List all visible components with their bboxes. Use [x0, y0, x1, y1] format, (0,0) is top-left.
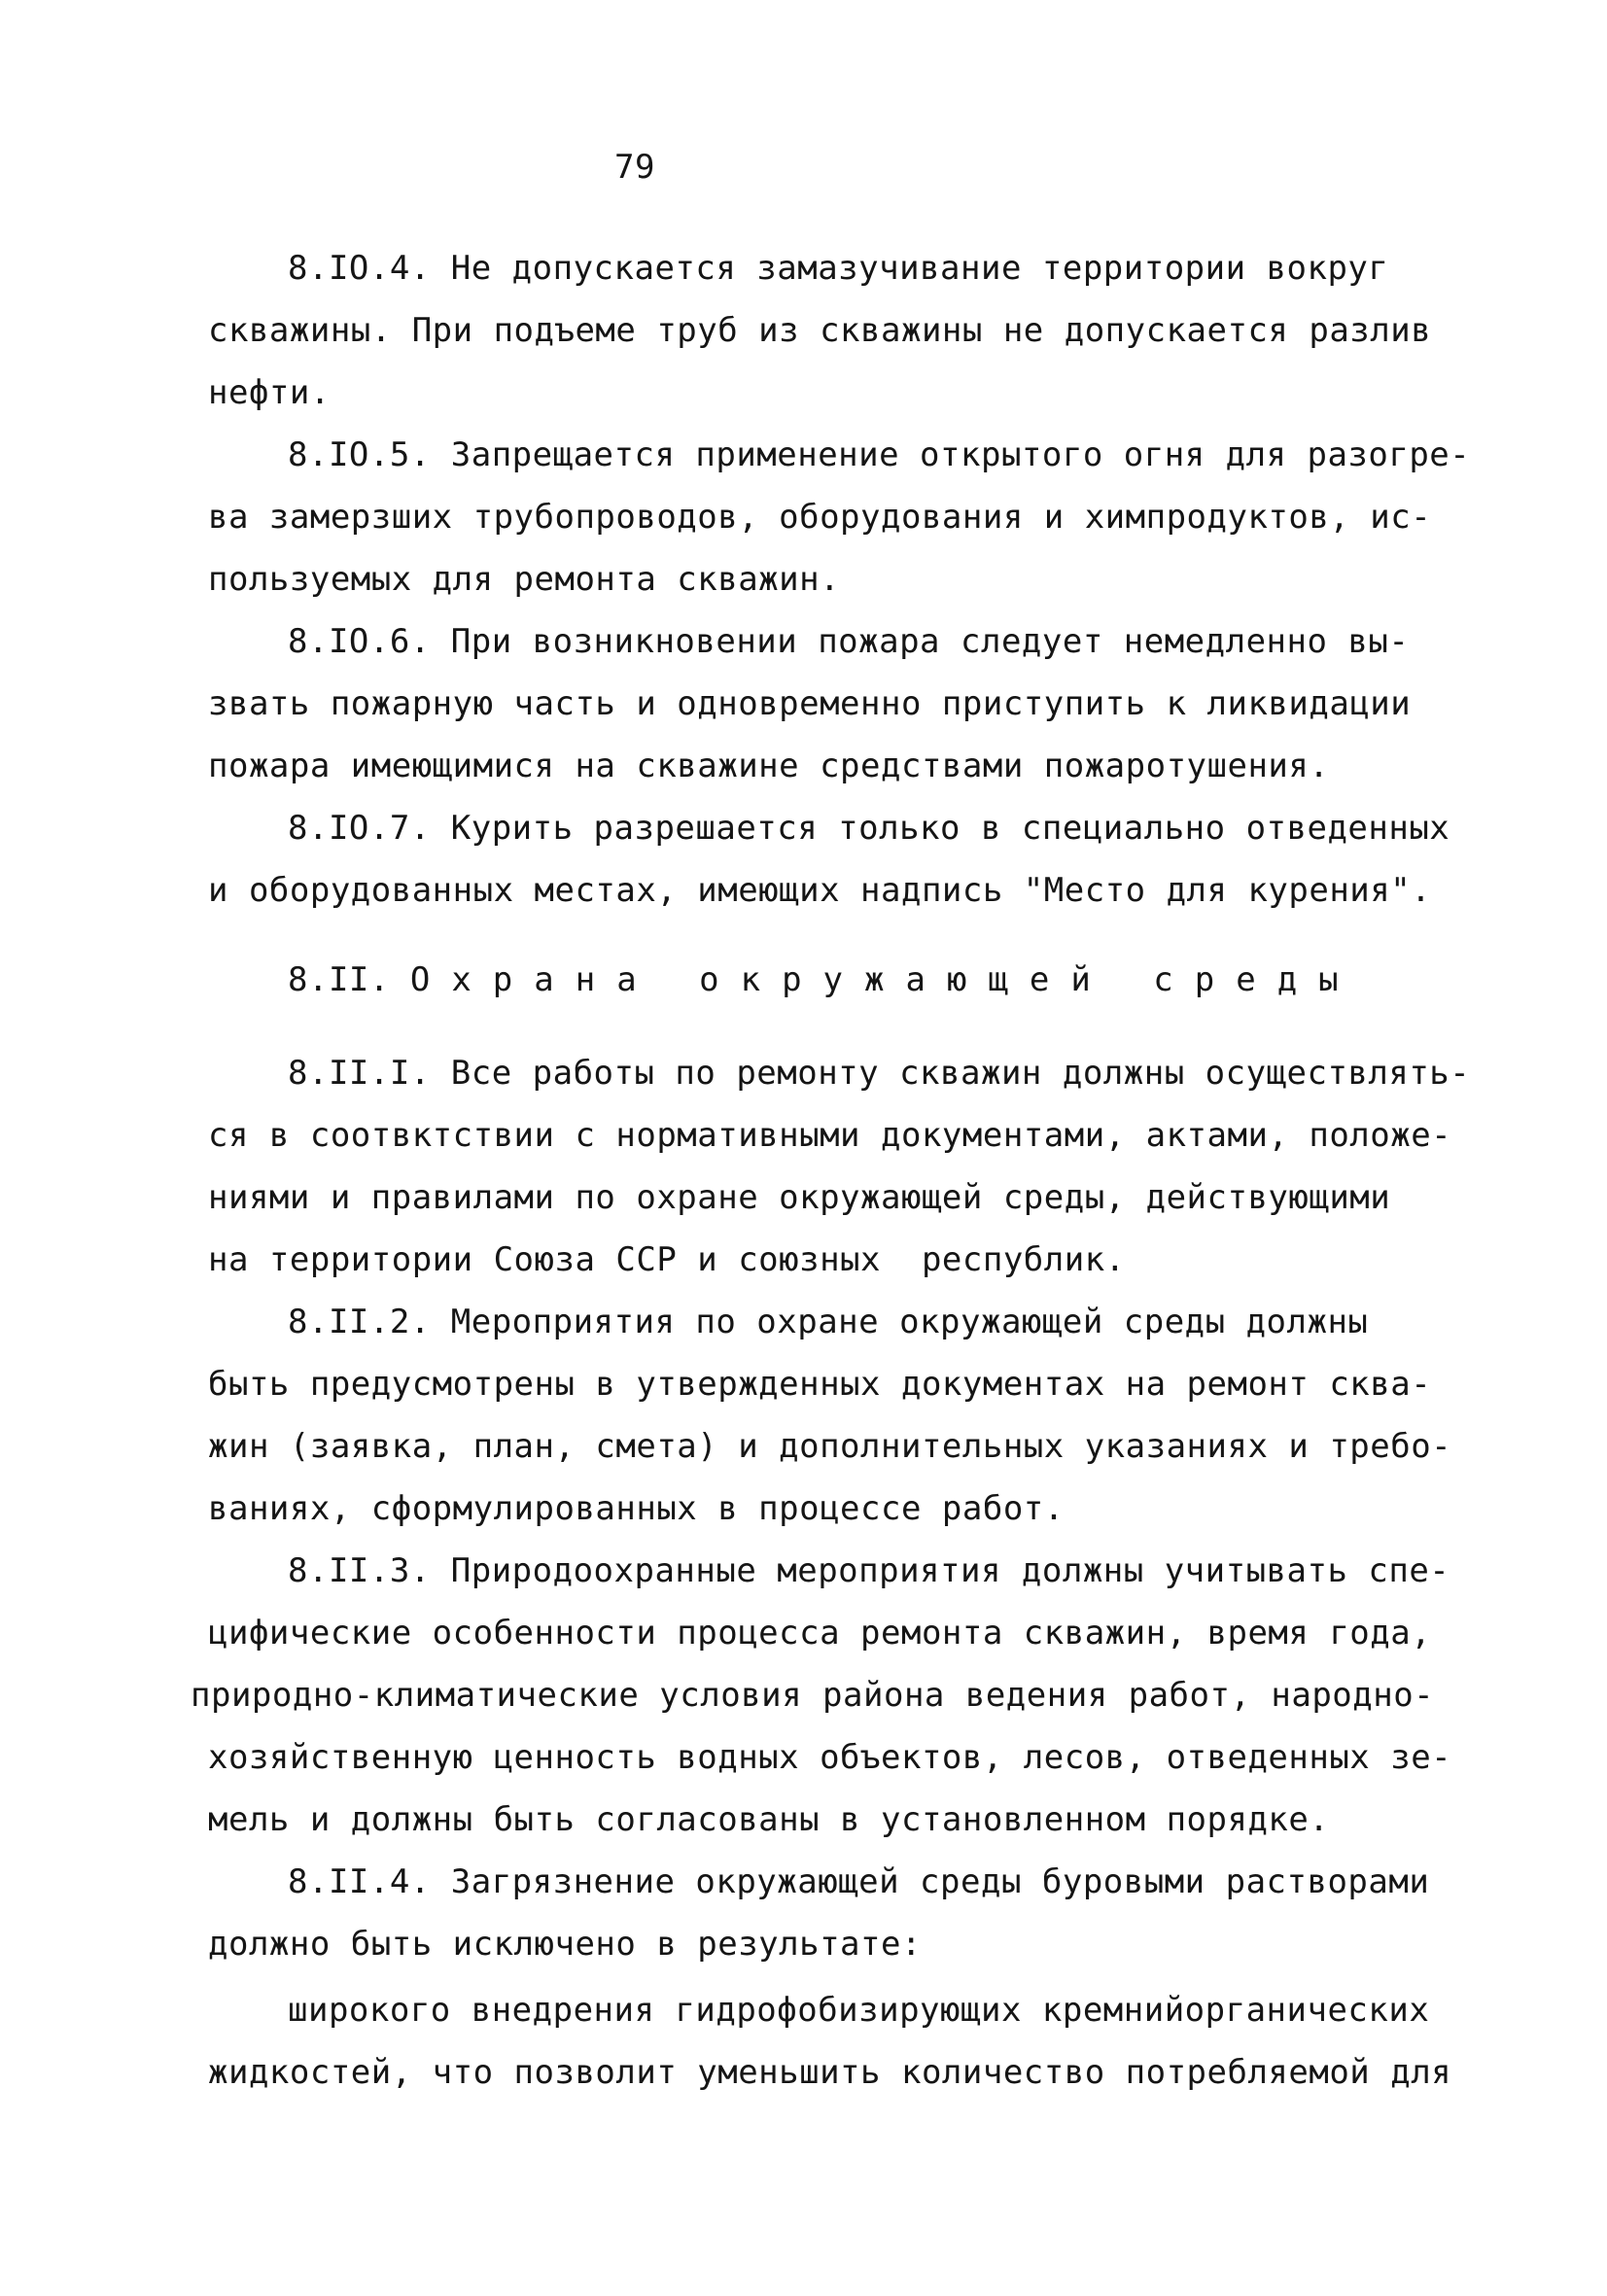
- paragraph-line: 8.IO.6. При возникновении пожара следует немедленно вы-: [288, 622, 1410, 661]
- paragraph-line: пользуемых для ремонта скважин.: [208, 560, 841, 599]
- paragraph-line: 8.II.3. Природоохранные мероприятия должны учитывать спе-: [288, 1551, 1450, 1590]
- paragraph-line: скважины. При подъеме труб из скважины не допускается разлив: [208, 311, 1432, 350]
- section-number: 8.II.: [288, 960, 390, 999]
- paragraph-line: 8.IO.5. Запрещается применение открытого огня для разогре-: [288, 435, 1471, 474]
- paragraph-line: звать пожарную часть и одновременно приступить к ликвидации: [208, 684, 1412, 723]
- section-heading: [288, 958, 1360, 1001]
- paragraph-line: на территории Союза ССР и союзных республик.: [208, 1240, 1126, 1279]
- paragraph-line: нефти.: [208, 373, 331, 412]
- paragraph-line: и оборудованных местах, имеющих надпись "Место для курения".: [208, 871, 1432, 910]
- paragraph-line: ва замерзших трубопроводов, оборудования и химпродуктов, ис-: [208, 498, 1432, 537]
- paragraph-line: ваниях, сформулированных в процессе работ.: [208, 1489, 1065, 1528]
- paragraph-line: 8.II.2. Мероприятия по охране окружающей среды должны: [288, 1303, 1369, 1341]
- paragraph-line: пожара имеющимися на скважине средствами пожаротушения.: [208, 747, 1330, 785]
- paragraph-line: мель и должны быть согласованы в установленном порядке.: [208, 1800, 1330, 1839]
- paragraph-line: ниями и правилами по охране окружающей среды, действующими: [208, 1178, 1391, 1217]
- paragraph-line: ся в соотвктствии с нормативными документами, актами, положе-: [208, 1116, 1452, 1155]
- paragraph-line: быть предусмотрены в утвержденных документах на ремонт сква-: [208, 1365, 1432, 1404]
- page-number: 79: [614, 148, 655, 187]
- paragraph-line: 8.II.4. Загрязнение окружающей среды буровыми растворами: [288, 1862, 1430, 1901]
- section-title: Охрана окружающей среды: [409, 960, 1360, 999]
- paragraph-line: 8.IO.4. Не допускается замазучивание территории вокруг: [288, 249, 1389, 288]
- paragraph-line: должно быть исключено в результате:: [208, 1925, 922, 1964]
- paragraph-line: природно-климатические условия района ведения работ, народно-: [191, 1676, 1435, 1715]
- paragraph-line: 8.II.I. Все работы по ремонту скважин должны осуществлять-: [288, 1054, 1471, 1093]
- paragraph-line: хозяйственную ценность водных объектов, лесов, отведенных зе-: [208, 1738, 1452, 1777]
- paragraph-line: жидкостей, что позволит уменьшить количество потребляемой для: [208, 2053, 1452, 2092]
- paragraph-line: жин (заявка, план, смета) и дополнительных указаниях и требо-: [208, 1427, 1452, 1466]
- paragraph-line: широкого внедрения гидрофобизирующих кремнийорганических: [288, 1991, 1430, 2030]
- paragraph-line: 8.IO.7. Курить разрешается только в специально отведенных: [288, 809, 1450, 848]
- paragraph-line: цифические особенности процесса ремонта скважин, время года,: [208, 1614, 1432, 1652]
